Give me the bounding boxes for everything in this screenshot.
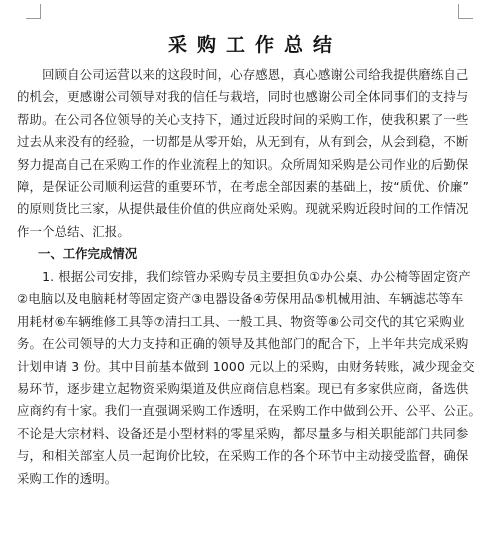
paragraph-line: 易环节，逐步建立起物资采购渠道及供应商信息档案。现已有多家供应商，备选供: [17, 380, 469, 396]
paragraph-line: 采购工作的透明。: [17, 470, 118, 486]
document-title: 采购工作总结: [167, 34, 342, 56]
section-heading: 一、工作完成情况: [38, 246, 138, 261]
paragraph-line: 的机会，更感谢公司领导对我的信任与栽培，同时也感谢公司全体同事们的支持与: [17, 89, 469, 105]
paragraph-line: 过去从来没有的经验，一切都是从零开始，从无到有，从有到会，从会到稳，不断: [17, 134, 469, 150]
paragraph-line: 务。在公司领导的大力支持和正确的领导及其他部门的配合下，上半年共完成采购: [17, 336, 469, 352]
paragraph-line: 作一个总结、汇报。: [17, 223, 130, 239]
paragraph-line: 1. 根据公司安排，我们综管办采购专员主要担负①办公桌、办公椅等固定资产: [17, 269, 471, 284]
paragraph-line: 努力提高自己在采购工作的作业流程上的知识。众所周知采购是公司作业的后勤保: [17, 156, 469, 172]
margin-corner-mark-right: [458, 4, 473, 19]
paragraph-line: 与，和相关部室人员一起询价比较，在采购工作的各个环节中主动接受监督，确保: [17, 448, 469, 464]
paragraph-line: 计划申请 3 份。其中目前基本做到 1000 元以上的采购，由财务转账，减少现金交: [17, 358, 475, 374]
paragraph-line: 回顾自公司运营以来的这段时间，心存感恩，真心感谢公司给我提供磨练自己: [17, 67, 469, 82]
intro-paragraph: [17, 64, 489, 243]
section-paragraph: [17, 266, 489, 490]
paragraph-line: 障，是保证公司顺利运营的重要环节，在考虑全部因素的基础上，按“质优、价廉”: [17, 178, 470, 194]
paragraph-line: 用耗材⑥车辆维修工具等⑦清扫工具、一般工具、物资等⑧公司交代的其它采购业: [17, 313, 465, 329]
paragraph-line: ②电脑以及电脑耗材等固定资产③电器设备④劳保用品⑤机械用油、车辆滤芯等车: [17, 291, 464, 307]
paragraph-line: 应商约有十家。我们一直强调采购工作透明，在采购工作中做到公开、公平、公正。: [17, 403, 482, 419]
paragraph-line: 不论是大宗材料、设备还是小型材料的零星采购，都尽量多与相关职能部门共同参: [17, 425, 469, 441]
paragraph-line: 的原则货比三家，从提供最佳价值的供应商处采购。现就采购近段时间的工作情况: [17, 201, 469, 217]
margin-corner-mark-left: [26, 4, 41, 19]
paragraph-line: 帮助。在公司各位领导的关心支持下，通过近段时间的采购工作，使我积累了一些: [17, 111, 469, 127]
